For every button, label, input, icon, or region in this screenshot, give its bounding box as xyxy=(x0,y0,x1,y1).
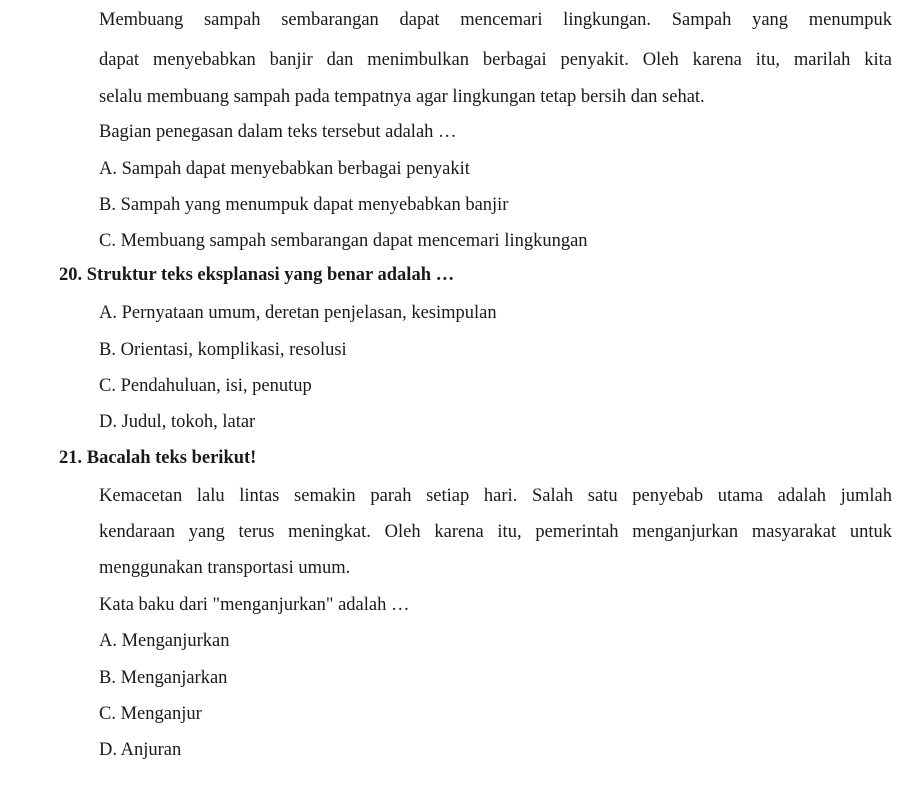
q21-option-c: C. Menganjur xyxy=(99,704,202,724)
q19-passage-line-2: dapat menyebabkan banjir dan menimbulkan berbagai penyakit. Oleh karena itu, marilah kita xyxy=(99,50,892,70)
q21-option-a: A. Menganjurkan xyxy=(99,631,230,651)
q20-option-c: C. Pendahuluan, isi, penutup xyxy=(99,376,312,396)
q20-option-b: B. Orientasi, komplikasi, resolusi xyxy=(99,340,347,360)
q21-passage-line-3: menggunakan transportasi umum. xyxy=(99,558,351,578)
q21-prompt: Kata baku dari "menganjurkan" adalah … xyxy=(99,595,410,615)
q19-option-c: C. Membuang sampah sembarangan dapat mencemari lingkungan xyxy=(99,231,588,251)
q19-passage-line-3: selalu membuang sampah pada tempatnya agar lingkungan tetap bersih dan sehat. xyxy=(99,87,705,107)
q20-option-d: D. Judul, tokoh, latar xyxy=(99,412,256,432)
q19-option-a: A. Sampah dapat menyebabkan berbagai penyakit xyxy=(99,159,470,179)
q19-option-b: B. Sampah yang menumpuk dapat menyebabkan banjir xyxy=(99,195,509,215)
q21-passage-line-1: Kemacetan lalu lintas semakin parah setiap hari. Salah satu penyebab utama adalah jumlah xyxy=(99,486,892,506)
q19-passage-line-1: Membuang sampah sembarangan dapat mencemari lingkungan. Sampah yang menumpuk xyxy=(99,10,892,30)
q21-option-d: D. Anjuran xyxy=(99,740,182,760)
q21-title: 21. Bacalah teks berikut! xyxy=(59,448,257,468)
q21-passage-line-2: kendaraan yang terus meningkat. Oleh karena itu, pemerintah menganjurkan masyarakat untuk xyxy=(99,522,892,542)
q20-option-a: A. Pernyataan umum, deretan penjelasan, kesimpulan xyxy=(99,303,497,323)
q19-prompt: Bagian penegasan dalam teks tersebut adalah … xyxy=(99,122,457,142)
q21-option-b: B. Menganjarkan xyxy=(99,668,228,688)
q20-title: 20. Struktur teks eksplanasi yang benar adalah … xyxy=(59,265,455,285)
